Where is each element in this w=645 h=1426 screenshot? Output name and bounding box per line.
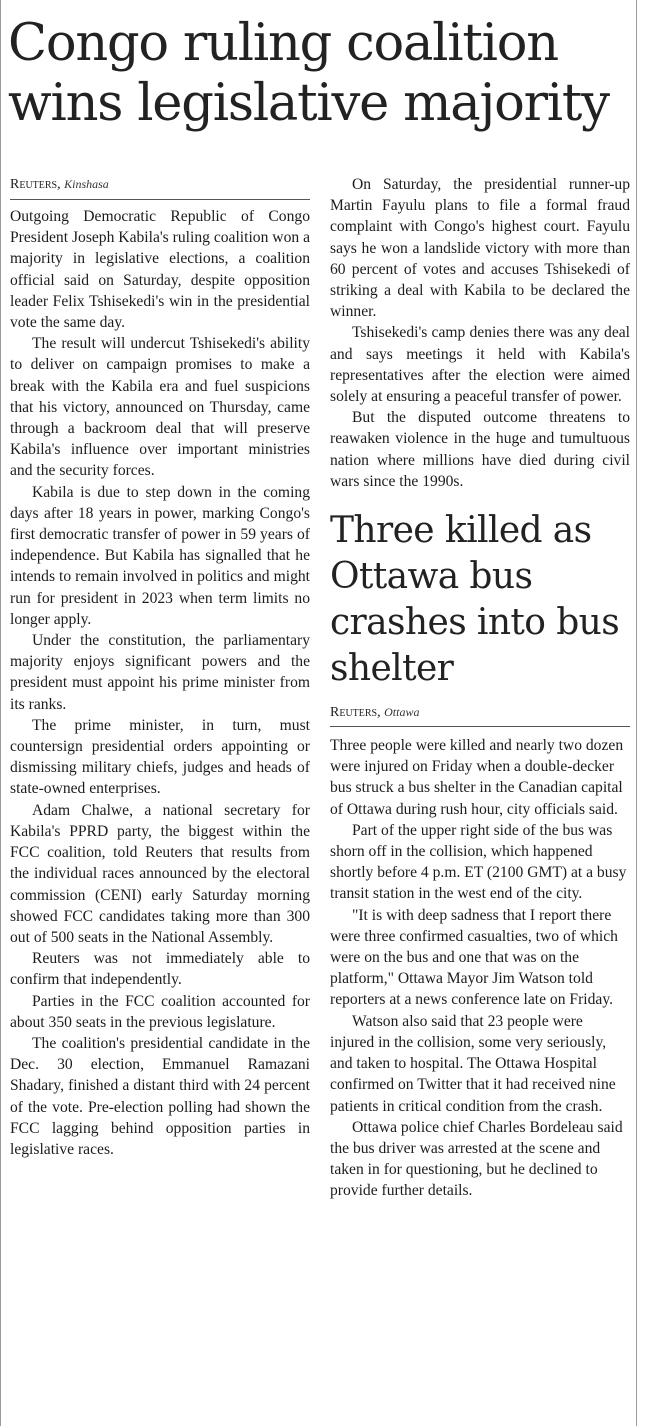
story2-byline-city: Ottawa [384,705,420,720]
paragraph: The coalition's presidential candidate in the Dec. 30 election, Emmanuel Ramazani Shadary, finished a distant third with 24 percent of the vote. Pre-election polling had shown the FCC lagging behind opposition parties in legislative races. [10,1034,310,1158]
story2-headline: Three killed as Ottawa bus crashes into bus shelter [330,510,620,690]
story1-byline-rule [10,199,310,200]
story1-left-column [10,174,310,1160]
paragraph: But the disputed outcome threatens to reawaken violence in the huge and tumultuous nation where millions have died during civil wars since the 1990s. [330,409,630,490]
story1-body-left [10,206,310,1160]
story1-body-right [330,174,630,492]
story2-byline-agency: Reuters, [330,705,381,721]
paragraph: Under the constitution, the parliamentary majority enjoys significant powers and the president must appoint his prime minister from its ranks. [10,632,310,713]
story2-byline-rule [330,726,630,727]
paragraph: Reuters was not immediately able to confirm that independently. [10,950,310,989]
story1-byline [10,174,310,195]
paragraph: The result will undercut Tshisekedi's ability to deliver on campaign promises to make a break with the Kabila era and fuel suspicions that his victory, announced on Thursday, came through a backroom deal that will preserve Kabila's influence over important ministries and the security forces. [10,335,310,480]
paragraph: On Saturday, the presidential runner-up Martin Fayulu plans to file a formal fraud complaint with Congo's highest court. Fayulu says he won a landslide victory with more than 60 percent of votes and accuses Tshisekedi of striking a deal with Kabila to be declared the winner. [330,176,630,321]
story2-byline [330,702,630,723]
left-border-rule [0,0,1,1426]
paragraph: Kabila is due to step down in the coming days after 18 years in power, marking Congo's first democratic transfer of power in 59 years of independence. But Kabila has signalled that he intends to remain involved in politics and might run for president in 2023 when term limits no longer apply. [10,483,310,628]
story1-headline: Congo ruling coalition wins legislative majority [8,14,609,133]
paragraph: Parties in the FCC coalition accounted for about 350 seats in the previous legislature. [10,992,310,1031]
story1-byline-agency: Reuters, [10,177,61,192]
paragraph: "It is with deep sadness that I report there were three confirmed casualties, two of which were on the bus and one that was on the platform," Ottawa Mayor Jim Watson told reporters at a news conference late on Friday. [330,906,618,1009]
paragraph: Watson also said that 23 people were injured in the collision, some very seriously, and taken to hospital. The Ottawa Hospital confirmed on Twitter that it had received nine patients in critical condition from the crash. [330,1012,616,1115]
right-border-rule [636,0,637,1426]
paragraph: The prime minister, in turn, must countersign presidential orders appointing or dismissing military chiefs, judges and heads of state-owned enterprises. [10,716,310,798]
story1-byline-city: Kinshasa [64,177,109,191]
paragraph: Part of the upper right side of the bus was shorn off in the collision, which happened shortly before 4 p.m. ET (2100 GMT) at a busy transit station in the west end of the city. [330,821,627,903]
paragraph: Outgoing Democratic Republic of Congo President Joseph Kabila's ruling coalition won a majority in legislative elections, a coalition official said on Saturday, despite opposition leader Felix Tshisekedi's win in the presidential vote the same day. [10,208,310,332]
paragraph: Ottawa police chief Charles Bordeleau said the bus driver was arrested at the scene and taken in for questioning, but he declined to provide further details. [330,1118,623,1200]
story2-body [330,735,630,1201]
paragraph: Adam Chalwe, a national secretary for Kabila's PPRD party, the biggest within the FCC coalition, told Reuters that results from the individual races announced by the electoral commission (CENI) early Saturday morning showed FCC candidates taking more than 300 out of 500 seats in the National Assembly. [10,801,310,946]
right-column [330,174,630,1202]
paragraph: Tshisekedi's camp denies there was any deal and says meetings it held with Kabila's representatives after the election were aimed solely at ensuring a peaceful transfer of power. [330,324,630,406]
paragraph: Three people were killed and nearly two dozen were injured on Friday when a double-decker bus struck a bus shelter in the Canadian capital of Ottawa during rush hour, city officials said. [330,737,624,818]
